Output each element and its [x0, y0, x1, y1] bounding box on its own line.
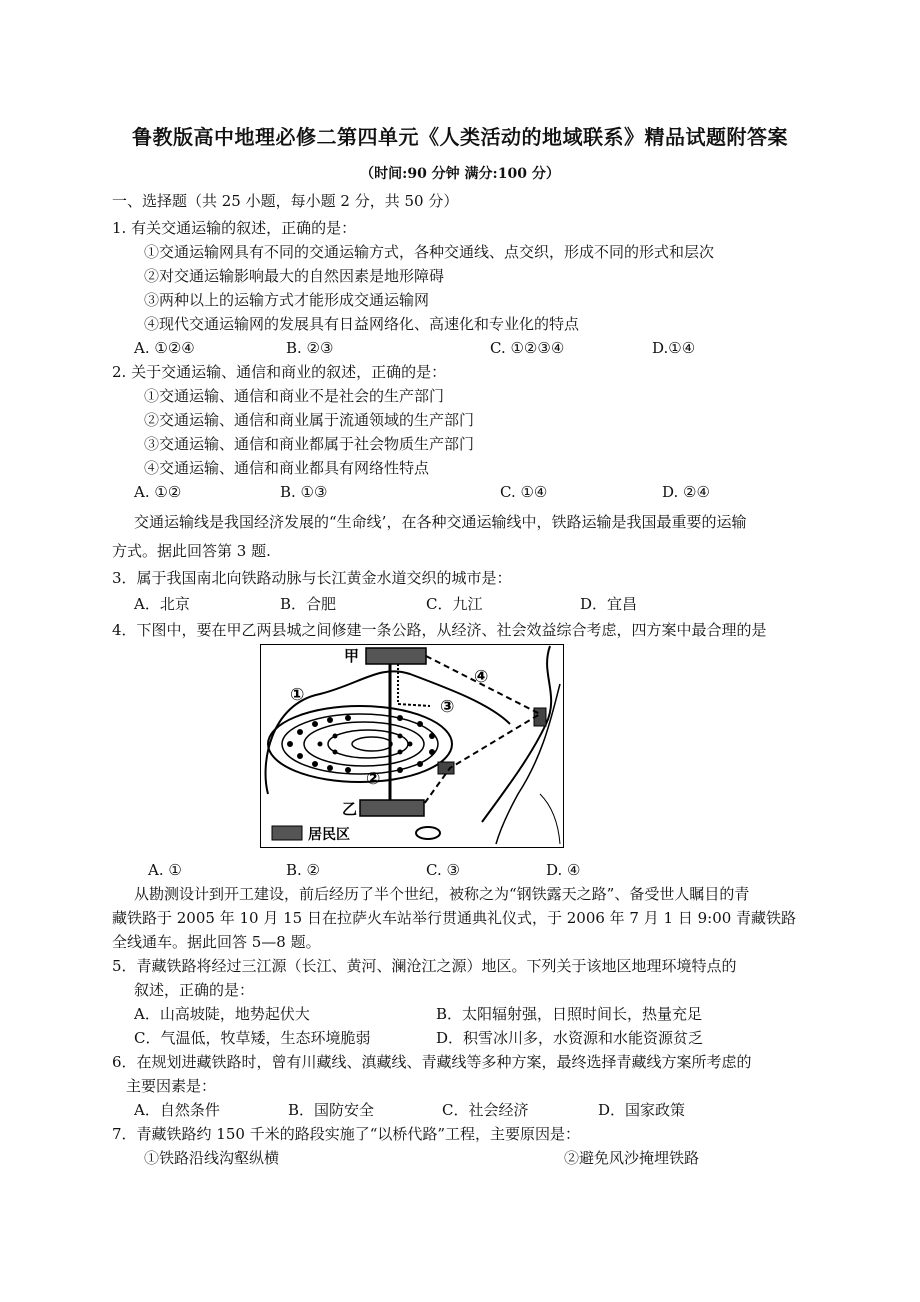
q2-stem: 2. 关于交通运输、通信和商业的叙述，正确的是：	[112, 363, 447, 381]
q6-stem-line-2: 主要因素是：	[126, 1077, 217, 1095]
q7-statement-2: ②避免风沙掩埋铁路	[564, 1149, 700, 1167]
q6-option-c[interactable]: C．社会经济	[442, 1101, 529, 1119]
q6-stem-line-1: 6．在规划进藏铁路时，曾有川藏线、滇藏线、青藏线等多种方案，最终选择青藏线方案所考虑的	[112, 1053, 752, 1071]
q1-option-b[interactable]: B. ②③	[286, 339, 334, 357]
q3-option-b[interactable]: B．合肥	[280, 595, 337, 613]
q5-option-a[interactable]: A．山高坡陡，地势起伏大	[134, 1005, 310, 1023]
label-route-1: ①	[290, 685, 305, 705]
settlement-jia	[366, 648, 426, 664]
q2-statement-3: ③交通运输、通信和商业都属于社会物质生产部门	[144, 435, 475, 453]
q5-stem-line-2: 叙述，正确的是：	[134, 981, 255, 999]
q2-statement-4: ④交通运输、通信和商业都具有网络性特点	[144, 459, 430, 477]
q5-intro-line-2: 藏铁路于 2005 年 10 月 15 日在拉萨火车站举行贯通典礼仪式，于 2006 年 7 月 1 日 9:00 青藏铁路	[112, 909, 797, 927]
q4-option-b[interactable]: B. ②	[286, 861, 321, 879]
label-route-2: ②	[366, 769, 381, 789]
q3-intro-line-1: 交通运输线是我国经济发展的“生命线’，在各种交通运输线中，铁路运输是我国最重要的运输	[134, 513, 747, 531]
q2-option-d[interactable]: D. ②④	[662, 483, 710, 501]
q6-option-d[interactable]: D．国家政策	[598, 1101, 686, 1119]
q3-option-c[interactable]: C．九江	[426, 595, 483, 613]
section-heading: 一、选择题（共 25 小题，每小题 2 分，共 50 分）	[112, 192, 459, 210]
q1-statement-3: ③两种以上的运输方式才能形成交通运输网	[144, 291, 430, 309]
page-title: 鲁教版高中地理必修二第四单元《人类活动的地域联系》精品试题附答案	[132, 125, 788, 149]
q1-statement-4: ④现代交通运输网的发展具有日益网络化、高速化和专业化的特点	[144, 315, 580, 333]
page-subtitle: （时间:90 分钟 满分:100 分）	[360, 166, 560, 182]
q1-statement-2: ②对交通运输影响最大的自然因素是地形障碍	[144, 267, 445, 285]
q1-statement-1: ①交通运输网具有不同的交通运输方式，各种交通线、点交织，形成不同的形式和层次	[144, 243, 715, 261]
q6-option-b[interactable]: B．国防安全	[288, 1101, 375, 1119]
label-route-3: ③	[440, 697, 455, 717]
q5-intro-line-1: 从勘测设计到开工建设，前后经历了半个世纪，被称之为“钢铁露天之路”、备受世人瞩目的青	[134, 885, 750, 903]
q2-option-c[interactable]: C. ①④	[500, 483, 548, 501]
q2-statement-1: ①交通运输、通信和商业不是社会的生产部门	[144, 387, 445, 405]
label-yi: 乙	[342, 800, 358, 818]
settlement-yi	[360, 800, 424, 816]
q3-intro-line-2: 方式。据此回答第 3 题.	[112, 542, 271, 560]
q4-option-c[interactable]: C. ③	[426, 861, 460, 879]
q2-option-b[interactable]: B. ①③	[280, 483, 328, 501]
route-map-figure	[260, 644, 564, 848]
q4-option-a[interactable]: A. ①	[148, 861, 182, 879]
q1-option-c[interactable]: C. ①②③④	[490, 339, 565, 357]
q2-option-a[interactable]: A. ①②	[134, 483, 182, 501]
q5-option-b[interactable]: B．太阳辐射强，日照时间长，热量充足	[436, 1005, 703, 1023]
q4-option-d[interactable]: D. ④	[546, 861, 581, 879]
q3-stem: 3．属于我国南北向铁路动脉与长江黄金水道交织的城市是：	[112, 569, 512, 587]
q6-option-a[interactable]: A．自然条件	[134, 1101, 220, 1119]
q1-option-a[interactable]: A. ①②④	[134, 339, 195, 357]
q5-option-c[interactable]: C．气温低，牧草矮，生态环境脆弱	[134, 1029, 371, 1047]
legend-swatch	[272, 826, 302, 840]
q7-statement-1: ①铁路沿线沟壑纵横	[144, 1149, 280, 1167]
q1-stem: 1. 有关交通运输的叙述，正确的是：	[112, 219, 357, 237]
q1-option-d[interactable]: D.①④	[652, 339, 696, 357]
label-jia: 甲	[344, 647, 360, 665]
q5-intro-line-3: 全线通车。据此回答 5—8 题。	[112, 933, 321, 951]
q7-stem: 7．青藏铁路约 150 千米的路段实施了“以桥代路”工程，主要原因是：	[112, 1125, 581, 1143]
q5-stem-line-1: 5．青藏铁路将经过三江源（长江、黄河、澜沧江之源）地区。下列关于该地区地理环境特点的	[112, 957, 737, 975]
legend-label: 居民区	[308, 827, 350, 843]
q3-option-a[interactable]: A．北京	[134, 595, 190, 613]
q2-statement-2: ②交通运输、通信和商业属于流通领域的生产部门	[144, 411, 475, 429]
q5-option-d[interactable]: D．积雪冰川多，水资源和水能资源贫乏	[436, 1029, 704, 1047]
label-route-4: ④	[474, 667, 489, 687]
q3-option-d[interactable]: D．宜昌	[580, 595, 638, 613]
q4-stem: 4．下图中，要在甲乙两县城之间修建一条公路，从经济、社会效益综合考虑，四方案中最合理的是	[112, 621, 767, 639]
